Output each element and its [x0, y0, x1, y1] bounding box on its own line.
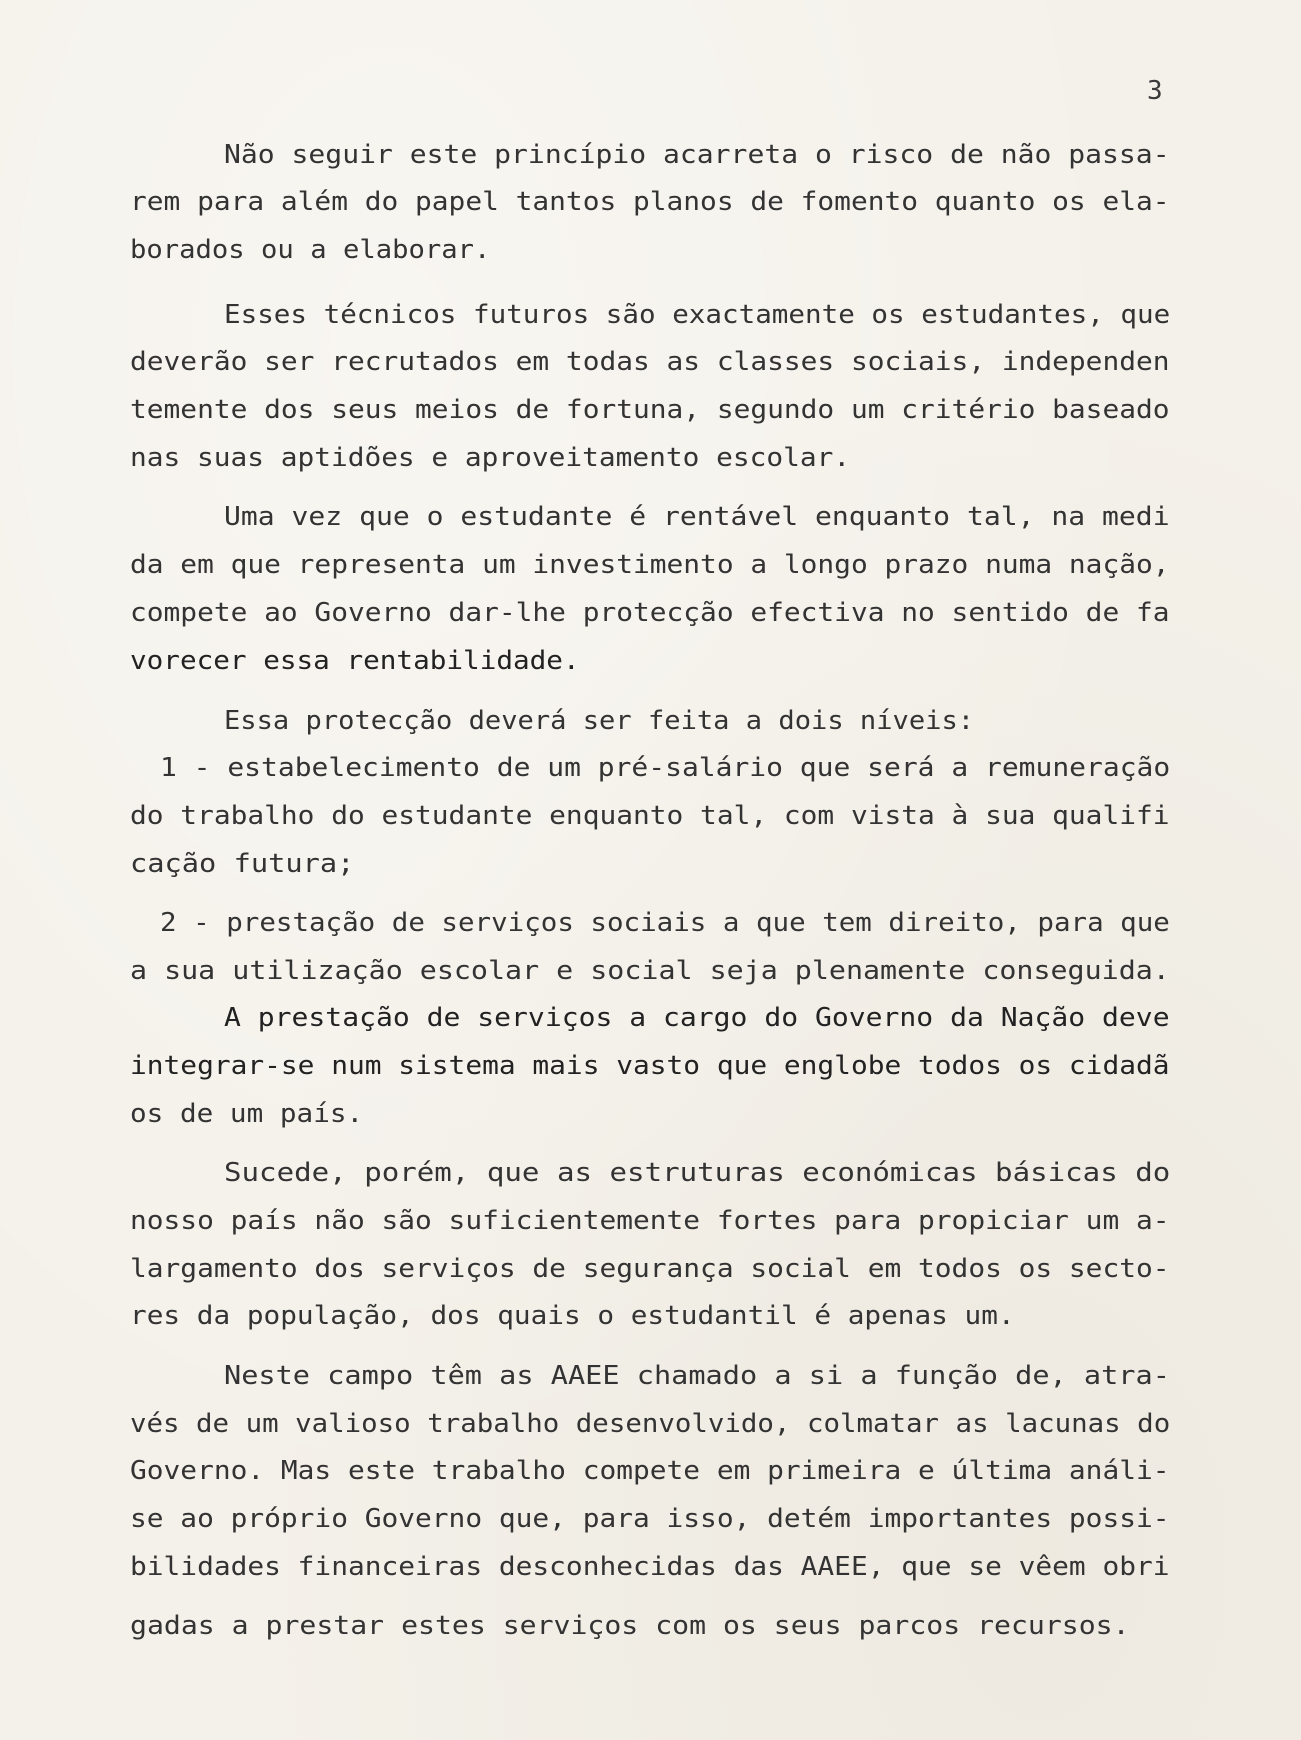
text-line: 1 - estabelecimento de um pré-salário que será a remuneração [160, 753, 1171, 783]
text-line: 2 - prestação de serviços sociais a que tem direito, para que [160, 908, 1170, 938]
text-line: vorecer essa rentabilidade. [130, 646, 580, 676]
text-line: Não seguir este princípio acarreta o risco de não passa- [224, 140, 1170, 170]
text-line: vés de um valioso trabalho desenvolvido, colmatar as lacunas do [130, 1409, 1171, 1439]
text-line: Neste campo têm as AAEE chamado a si a função de, atra- [224, 1361, 1170, 1391]
text-line: a sua utilização escolar e social seja plenamente conseguida. [130, 956, 1170, 986]
text-line: nas suas aptidões e aproveitamento escolar. [130, 443, 851, 473]
text-line: Essa protecção deverá ser feita a dois níveis: [224, 706, 975, 736]
text-line: largamento dos serviços de segurança social em todos os secto- [130, 1254, 1170, 1284]
page-number: 3 [1147, 76, 1163, 106]
text-line: cação futura; [130, 849, 355, 879]
text-line: res da população, dos quais o estudantil é apenas um. [130, 1301, 1015, 1331]
text-line: borados ou a elaborar. [130, 235, 491, 265]
text-line: Esses técnicos futuros são exactamente os estudantes, que [224, 300, 1171, 330]
text-line: rem para além do papel tantos planos de fomento quanto os ela- [130, 187, 1170, 217]
text-line: do trabalho do estudante enquanto tal, com vista à sua qualifi [130, 801, 1170, 831]
text-line: da em que representa um investimento a longo prazo numa nação, [130, 550, 1170, 580]
text-line: nosso país não são suficientemente fortes para propiciar um a- [130, 1206, 1170, 1236]
text-line: gadas a prestar estes serviços com os seus parcos recursos. [130, 1611, 1130, 1641]
text-line: os de um país. [130, 1099, 364, 1129]
text-line: Sucede, porém, que as estruturas económicas básicas do [224, 1158, 1171, 1188]
text-line: Uma vez que o estudante é rentável enquanto tal, na medi [224, 502, 1170, 532]
text-line dark: compete ao Governo dar-lhe protecção efectiva no sentido de fa [130, 598, 1170, 628]
text-line: integrar-se num sistema mais vasto que englobe todos os cidadã [130, 1051, 1170, 1081]
text-line: bilidades financeiras desconhecidas das AAEE, que se vêem obri [130, 1552, 1170, 1582]
text-line: temente dos seus meios de fortuna, segundo um critério baseado [130, 395, 1170, 425]
text-line: deverão ser recrutados em todas as classes sociais, independen [130, 347, 1170, 377]
text-line: se ao próprio Governo que, para isso, detém importantes possi- [130, 1504, 1170, 1534]
text-line: A prestação de serviços a cargo do Governo da Nação deve [224, 1003, 1170, 1033]
text-line: Governo. Mas este trabalho compete em primeira e última análi- [130, 1456, 1170, 1486]
